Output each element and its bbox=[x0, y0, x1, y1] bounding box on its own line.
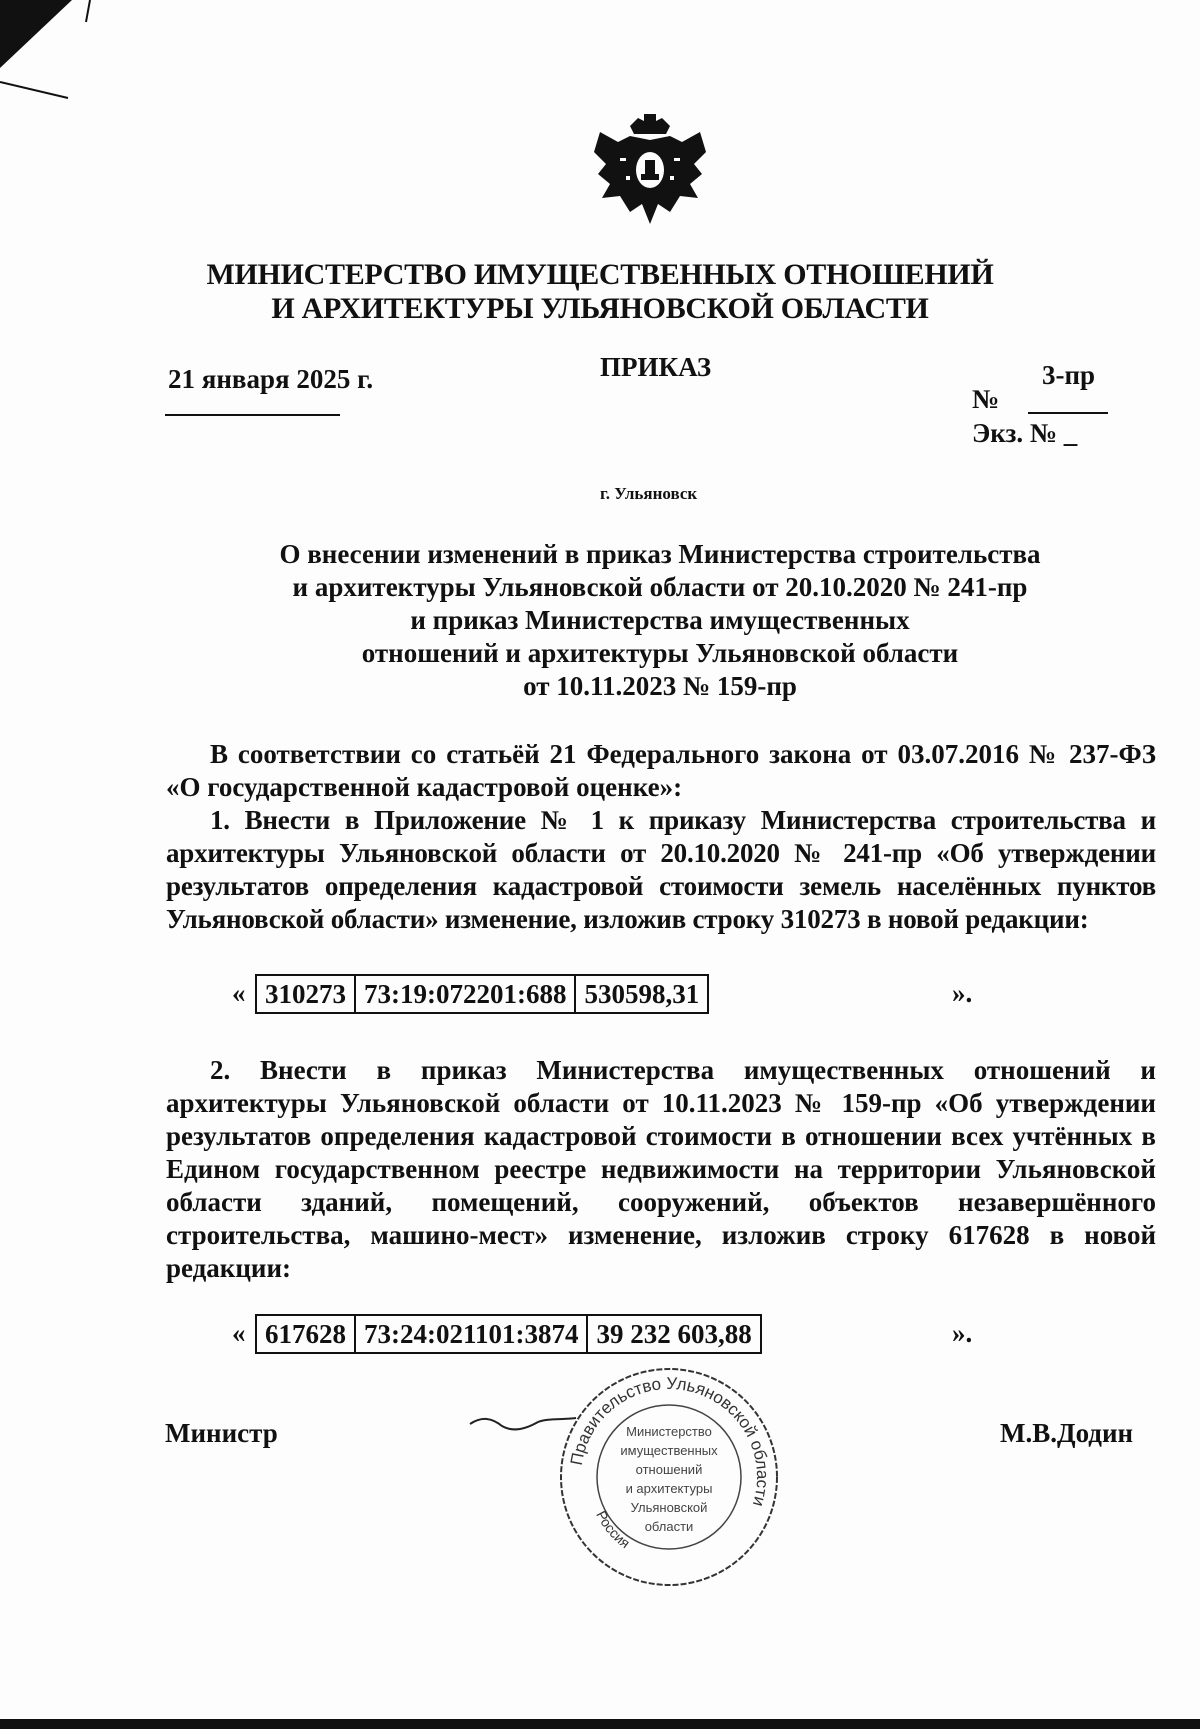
signer-name: М.В.Додин bbox=[1000, 1418, 1134, 1448]
intro-paragraph: В соответствии со статьёй 21 Федерального закона от 03.07.2016 № 237-ФЗ «О государственной кадастровой оценке»: bbox=[166, 739, 1156, 802]
title-line3: и приказ Министерства имущественных bbox=[410, 605, 910, 635]
seal-inner-line6: области bbox=[644, 1519, 694, 1534]
quote-close: ». bbox=[952, 978, 973, 1008]
city-name: г. Ульяновск bbox=[600, 484, 698, 503]
row1-id: 310273 bbox=[256, 975, 355, 1013]
number-underline bbox=[1028, 412, 1108, 414]
folded-corner-mark bbox=[0, 0, 110, 110]
row1-cadastral-number: 73:19:072201:688 bbox=[355, 975, 575, 1013]
quote-close: ». bbox=[952, 1318, 973, 1348]
title-line2: и архитектуры Ульяновской области от 20.10.2020 № 241-пр bbox=[292, 572, 1028, 602]
seal-inner-line4: и архитектуры bbox=[625, 1481, 713, 1496]
seal-country-text: Россия bbox=[593, 1507, 634, 1552]
ministry-name-line1: МИНИСТЕРСТВО ИМУЩЕСТВЕННЫХ ОТНОШЕНИЙ bbox=[206, 258, 994, 291]
order-date: 21 января 2025 г. bbox=[168, 364, 374, 394]
row2-value: 39 232 603,88 bbox=[587, 1315, 760, 1353]
seal-inner-line1: Министерство bbox=[626, 1424, 712, 1439]
signer-position: Министр bbox=[165, 1418, 278, 1448]
quote-open: « bbox=[232, 1318, 246, 1348]
ministry-name bbox=[0, 258, 1200, 326]
order-number: 3-пр bbox=[1042, 360, 1096, 390]
order-body bbox=[166, 738, 1156, 936]
title-line1: О внесении изменений в приказ Министерства строительства bbox=[279, 539, 1041, 569]
title-line5: от 10.11.2023 № 159-пр bbox=[523, 671, 797, 701]
number-label: № bbox=[972, 384, 1000, 414]
quote-open: « bbox=[232, 978, 246, 1008]
item2-paragraph: 2. Внести в приказ Министерства имущественных отношений и архитектуры Ульяновской области от 10.11.2023 № 159-пр «Об утверждении результатов определения кадастровой стоимости в отношении всех учтённых в Едином государственном реестре недвижимости на территории Ульяновской области зданий, помещений, сооружений, объектов незавершённого строительства, машино-мест» изменение, изложив строку 617628 в новой редакции: bbox=[166, 1055, 1156, 1283]
seal-outer-text: Правительство Ульяновской области bbox=[566, 1373, 773, 1509]
coat-of-arms-emblem bbox=[590, 112, 710, 230]
row2-id: 617628 bbox=[256, 1315, 355, 1353]
ministry-name-line2: И АРХИТЕКТУРЫ УЛЬЯНОВСКОЙ ОБЛАСТИ bbox=[271, 292, 929, 325]
row2-cadastral-number: 73:24:021101:3874 bbox=[355, 1315, 587, 1353]
document-type: ПРИКАЗ bbox=[600, 352, 712, 382]
order-title bbox=[160, 538, 1160, 703]
seal-inner-line3: отношений bbox=[635, 1462, 703, 1477]
official-seal bbox=[556, 1364, 782, 1590]
date-underline bbox=[165, 414, 340, 416]
cadastral-table-1 bbox=[255, 974, 709, 1014]
row1-value: 530598,31 bbox=[575, 975, 708, 1013]
cadastral-table-2 bbox=[255, 1314, 762, 1354]
seal-inner-line5: Ульяновской bbox=[630, 1500, 708, 1515]
seal-inner-line2: имущественных bbox=[620, 1443, 718, 1458]
title-line4: отношений и архитектуры Ульяновской области bbox=[361, 638, 959, 668]
scan-bottom-edge bbox=[0, 1719, 1200, 1729]
order-body-2 bbox=[166, 1054, 1156, 1285]
item1-paragraph: 1. Внести в Приложение № 1 к приказу Министерства строительства и архитектуры Ульяновской области от 20.10.2020 № 241-пр «Об утверждении результатов определения кадастровой стоимости земель населённых пунктов Ульяновской области» изменение, изложив строку 310273 в новой редакции: bbox=[166, 805, 1156, 934]
copy-number: Экз. № _ bbox=[972, 418, 1078, 448]
